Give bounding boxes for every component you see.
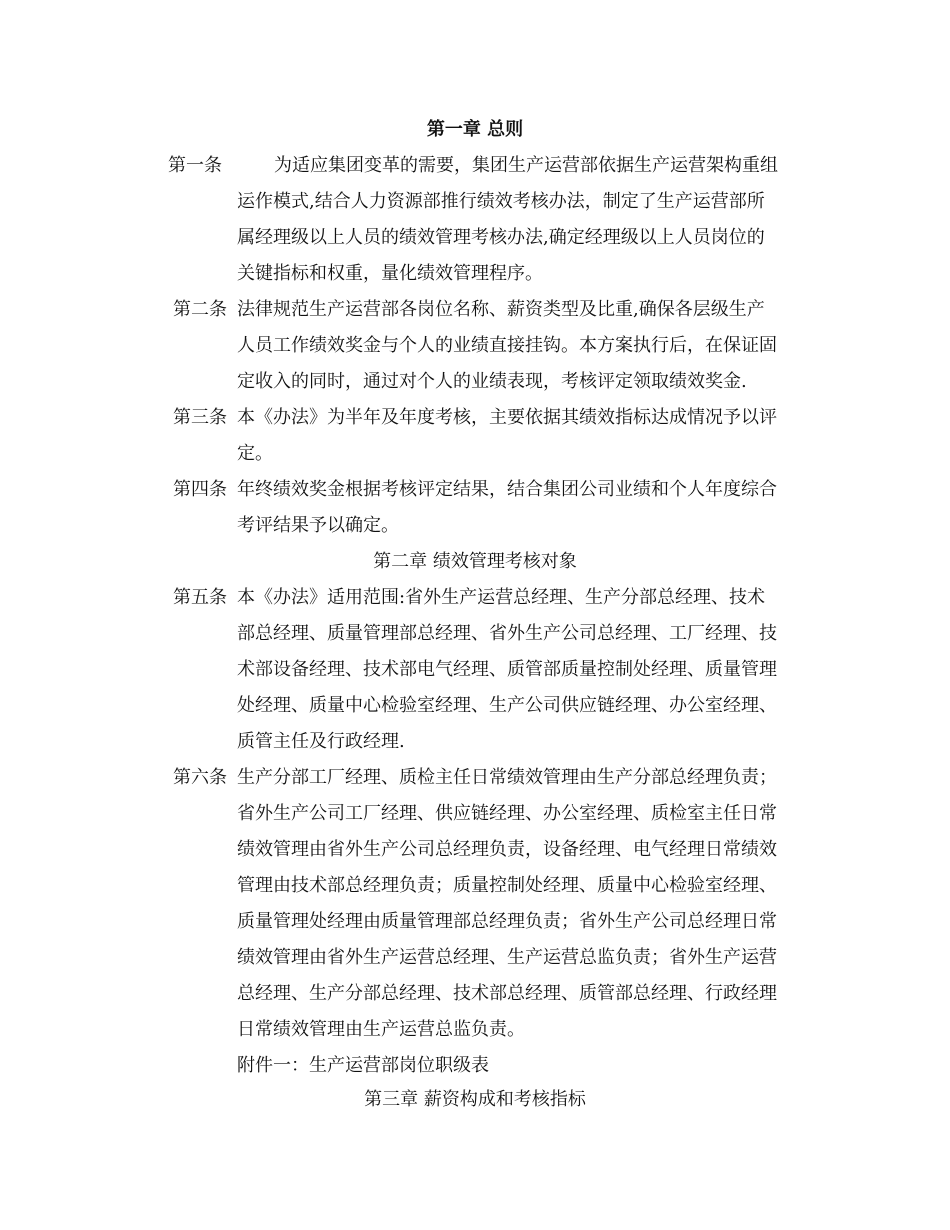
article-1-line: 为适应集团变革的需要，集团生产运营部依据生产运营架构重组 <box>274 155 778 176</box>
article-3-label: 第三条 <box>173 407 227 428</box>
article-1-line: 运作模式,结合人力资源部推行绩效考核办法，制定了生产运营部所 <box>237 191 765 212</box>
article-6-line: 绩效管理由省外生产运营总经理、生产运营总监负责；省外生产运营 <box>237 947 777 968</box>
article-5-label: 第五条 <box>173 587 227 608</box>
chapter-3-title: 第三章 薪资构成和考核指标 <box>364 1089 586 1110</box>
article-6-line: 总经理、生产分部总经理、技术部总经理、质管部总经理、行政经理 <box>237 983 777 1004</box>
article-2-line: 定收入的同时，通过对个人的业绩表现，考核评定领取绩效奖金. <box>237 371 747 392</box>
article-1-line: 属经理级以上人员的绩效管理考核办法,确定经理级以上人员岗位的 <box>237 227 765 248</box>
article-6-line: 质量管理处经理由质量管理部总经理负责；省外生产公司总经理日常 <box>237 911 777 932</box>
article-2-line: 人员工作绩效奖金与个人的业绩直接挂钩。本方案执行后，在保证固 <box>237 335 777 356</box>
article-6-line: 日常绩效管理由生产运营总监负责。 <box>237 1019 525 1040</box>
article-4-line: 年终绩效奖金根据考核评定结果，结合集团公司业绩和个人年度综合 <box>237 479 777 500</box>
article-6-line: 管理由技术部总经理负责；质量控制处经理、质量中心检验室经理、 <box>237 875 777 896</box>
chapter-1-title: 第一章 总则 <box>426 119 524 140</box>
article-3-line: 定。 <box>237 443 273 464</box>
article-5-line: 本《办法》适用范围:省外生产运营总经理、生产分部总经理、技术 <box>237 587 766 608</box>
article-4-label: 第四条 <box>173 479 227 500</box>
article-6-line: 绩效管理由省外生产公司总经理负责，设备经理、电气经理日常绩效 <box>237 839 777 860</box>
article-1-label: 第一条 <box>168 155 222 176</box>
article-2-label: 第二条 <box>173 299 227 320</box>
article-4-line: 考评结果予以确定。 <box>237 515 399 536</box>
article-5-line: 部总经理、质量管理部总经理、省外生产公司总经理、工厂经理、技 <box>237 623 777 644</box>
article-6-line: 生产分部工厂经理、质检主任日常绩效管理由生产分部总经理负责； <box>237 767 777 788</box>
chapter-2-title: 第二章 绩效管理考核对象 <box>373 551 577 572</box>
attachment-note: 附件一：生产运营部岗位职级表 <box>237 1055 489 1076</box>
article-6-label: 第六条 <box>173 767 227 788</box>
article-1-line: 关键指标和权重，量化绩效管理程序。 <box>237 263 543 284</box>
article-6-line: 省外生产公司工厂经理、供应链经理、办公室经理、质检室主任日常 <box>237 803 777 824</box>
article-5-line: 质管主任及行政经理. <box>237 731 405 752</box>
article-2-line: 法律规范生产运营部各岗位名称、薪资类型及比重,确保各层级生产 <box>237 299 765 320</box>
article-5-line: 术部设备经理、技术部电气经理、质管部质量控制处经理、质量管理 <box>237 659 777 680</box>
article-3-line: 本《办法》为半年及年度考核，主要依据其绩效指标达成情况予以评 <box>237 407 777 428</box>
article-5-line: 处经理、质量中心检验室经理、生产公司供应链经理、办公室经理、 <box>237 695 777 716</box>
